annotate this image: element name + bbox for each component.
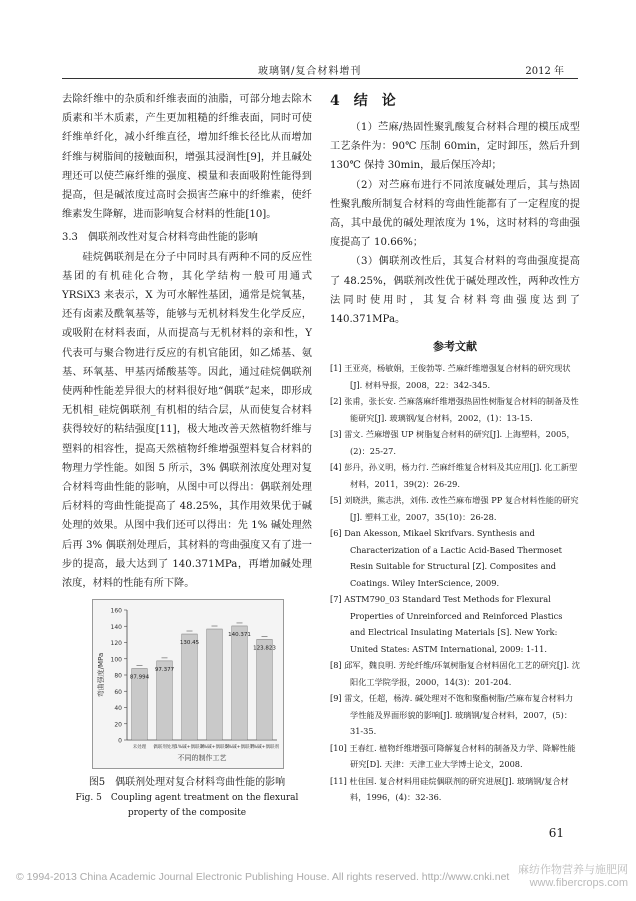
data-label: 140.371 [228,632,251,639]
y-tick-label: 80 [114,672,122,680]
section-3-3-title: 3.3 偶联剂改性对复合材料弯曲性能的影响 [62,232,258,244]
reference-item: [5] 刘晓洪，熊志洪，刘伟. 改性苎麻布增强 PP 复合材料性能的研究[J]. 塑料工业，2007，35(10)：26-28. [330,495,579,522]
y-tick-label: 120 [110,640,122,648]
watermark-url: www.fibercrops.com [529,877,628,889]
x-tick-label: 5%碱+偶联剂 [225,745,254,751]
reference-item: [2] 张甫，张长安. 苎麻落麻纤维增强热固性树脂复合材料的制备及性能研究[J]. 玻璃钢/复合材料，2002，(1)：13-15. [330,396,579,423]
data-label: 87.994 [129,674,150,681]
paragraph-coupling: 硅烷偶联剂是在分子中同时具有两种不同的反应性基团的有机硅化合物，其化学结构一般可用通式 YRSiX3 来表示，X 为可水解性基团，通常是烷氧基，还有卤素及酰氧基等，能够与无机材料发生化学反应，或吸附在材料表面，从而提高与无机材料的亲和性，Y 代表可与聚合物进行反应的有机官能团，如乙烯基、氨基、环氧基、甲基丙烯酸基等。因此，通过硅烷偶联剂使两种性能差异很大的材料很好地“偶联”起来，即形成无机相_硅烷偶联剂_有机相的结合层，从而使复合材料获得较好的粘结强度[11]，极大地改善天然植物纤维与塑料的相容性，提高天然植物纤维增强塑料复合材料的物理力学性能。如图 5 所示，3% 偶联剂浓度处理对复合材料弯曲性能的影响，从图中可以得出：偶联剂处理后材料的弯曲性能提高了 48.25%，其作用效果优于碱处理的效果。从图中我们还可以得出：先 1% 碱处理然后再 3% 偶联剂处理后，其材料的弯曲强度又有了进一步的提高，最大达到了 140.371MPa，再增加碱处理浓度，材料的性能有所下降。 [62,251,312,590]
data-label: 97.377 [154,667,175,674]
y-tick-label: 60 [114,689,122,697]
left-column [62,90,312,821]
watermark [518,864,628,890]
x-tick-label: 偶联剂处理 [153,745,176,751]
bar [179,634,200,740]
y-tick-label: 140 [110,624,122,632]
reference-item: [6] Dan Akesson, Mikael Skrifvars. Synthesis and Characterization of a Lactic Acid-Based Thermoset Resin Suitable for Structural [Z]. Composites and Coatings. Wiley InterScience, 2009. [330,528,562,588]
reference-item: [9] 雷文，任超，杨涛. 碱处理对不饱和聚酯树脂/苎麻布复合材料力学性能及界面形貌的影响[J]. 玻璃钢/复合材料，2007，(5)：31-35. [330,693,574,737]
page-number: 61 [548,826,564,840]
reference-item: [10] 王春红. 植物纤维增强可降解复合材料的制备及力学、降解性能研究[D]. 天津：天津工业大学博士论文，2008. [330,742,576,770]
bar [257,640,273,741]
reference-item: [1] 王亚亮，杨敏娟，王俊勃等. 苎麻纤维增强复合材料的研究现状[J]. 材料导报，2008，22：342-345. [330,363,571,390]
copyright-footer: © 1994-2013 China Academic Journal Electronic Publishing House. All rights reserved. http://www.cnki.net [16,871,510,883]
figure-5-chart [92,599,284,769]
reference-item: [3] 雷文. 苎麻增强 UP 树脂复合材料的研究[J]. 上海塑料，2005，(2)：25-27. [330,429,575,456]
reference-item: [7] ASTM790_03 Standard Test Methods for Flexural Properties of Unreinforced and Reinforced Plastics and Electrical Insulating Materials [S]. New York: United States: ASTM International, 2009: 1-11. [330,594,563,654]
header-year: 2012 年 [525,66,564,77]
reference-item: [11] 杜住国. 复合材料用硅烷偶联剂的研究进展[J]. 玻璃钢/复合材料，1996，(4)：32-36. [330,775,569,803]
y-tick-label: 100 [110,656,122,664]
figure-caption-en-2: property of the composite [127,808,247,819]
conclusion-3: （3）偶联剂改性后，其复合材料的弯曲强度提高了 48.25%，偶联剂改性优于碱处理改性，两种改性方法同时使用时，其复合材料弯曲强度达到了 140.371MPa。 [330,256,580,326]
data-label: 130.45 [179,640,200,647]
conclusion-2: （2）对苎麻布进行不同浓度碱处理后，其与热固性聚乳酸所制复合材料的弯曲性能都有了一定程度的提高，其中最优的碱处理浓度为 1%，这时材料的弯曲强度提高了 10.66%； [330,179,580,249]
x-tick-label: 未处理 [132,745,147,751]
y-tick-label: 20 [114,721,122,729]
watermark-text: 麻纺作物营养与施肥网 [518,864,628,876]
x-tick-label: 3%碱+偶联剂 [200,745,229,751]
bar [232,626,248,740]
y-tick-label: 40 [114,705,122,713]
paragraph-alkali: 去除纤维中的杂质和纤维表面的油脂，可部分地去除木质素和半木质素，产生更加粗糙的纤维表面，同时可使纤维单纤化，减小纤维直径，增加纤维长径比从而增加纤维与树脂间的接触面积，增强其浸润性[9]，并且碱处理还可以使苎麻纤维的强度、模量和表面吸附性能得到提高，但是碱浓度过高时会损害苎麻中的纤维素，使纤维素发生降解，进而影响复合材料的性能[10]。 [62,94,312,221]
conclusion-1: （1）苎麻/热固性聚乳酸复合材料合理的模压成型工艺条件为：90℃ 压制 60min，定时卸压，然后升到 130℃ 保持 30min，最后保压冷却； [330,122,580,172]
figure-caption-en-1: Fig. 5 Coupling agent treatment on the flexural [75,793,299,804]
x-tick-label: 7%碱+偶联剂 [250,745,279,751]
reference-item: [8] 邱军，魏良明. 芳纶纤维/环氧树脂复合材料固化工艺的研究[J]. 沈阳化工学院学报，2000，14(3)：201-204. [330,660,580,687]
bar-chart-svg [93,600,283,768]
y-tick-label: 160 [110,607,122,615]
data-label: 123.823 [253,645,276,652]
section-4-title: 4 结 论 [330,93,396,109]
y-tick-label: 0 [118,737,122,745]
right-column [330,90,580,806]
figure-caption-cn: 图5 偶联剂处理对复合材料弯曲性能的影响 [88,777,286,789]
y-axis-label: 弯曲强度/MPa [97,652,105,698]
x-tick-label: 1%碱+偶联剂 [175,745,204,751]
running-header [0,62,636,78]
x-axis-label: 不同的制作工艺 [177,754,227,763]
journal-name: 玻璃钢/复合材料增刊 [258,66,362,77]
header-rule [62,78,578,79]
bar [207,629,223,740]
references-title: 参考文献 [433,340,477,354]
reference-item: [4] 彭丹，孙义明，杨力行. 苎麻纤维复合材料及其应用[J]. 化工新型材料，2011，39(2)：26-29. [330,462,578,489]
